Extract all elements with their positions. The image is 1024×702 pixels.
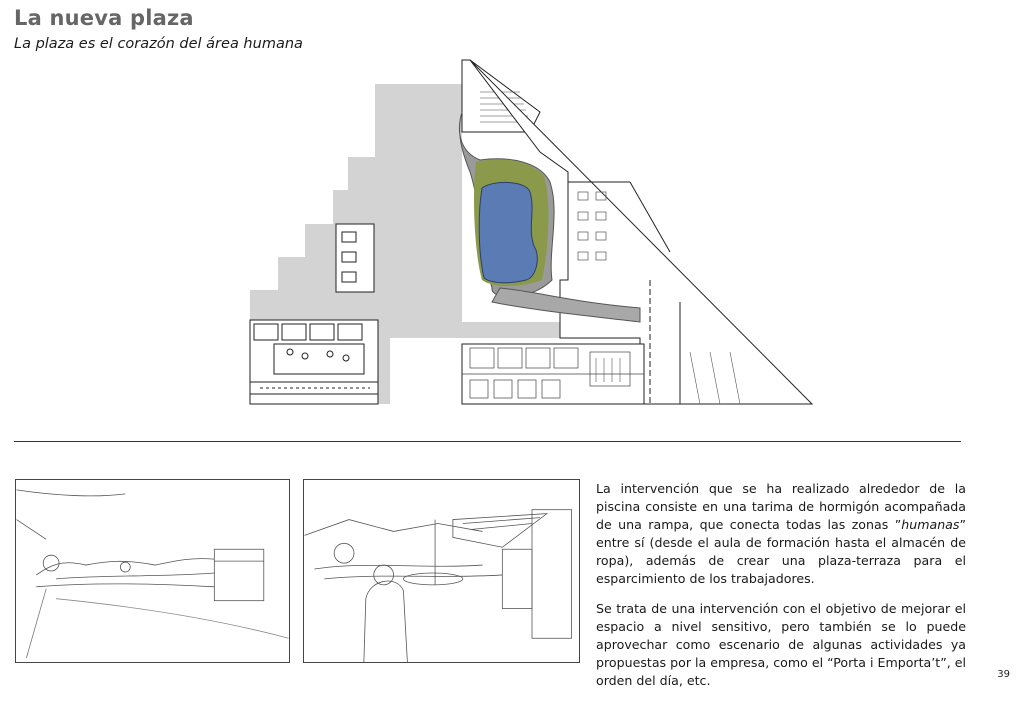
sketch-drawing-1 [16,480,289,662]
section-divider [14,441,961,442]
building-lower-left [250,320,378,404]
site-plan-drawing [230,52,830,412]
office-block-left [336,224,374,292]
pool [479,182,537,282]
paragraph-2: Se trata de una intervención con el objetivo de mejorar el espacio a nivel sensitivo, pero también se lo puede aprovechar como escenario de algunas actividades ya propuestas por la empresa, como el “Porta i Emporta’t”, el orden del día, etc. [596,601,966,688]
page-number: 39 [997,669,1010,680]
sketch-perspective-1 [15,479,290,663]
site-plan [230,52,830,412]
italic-word: humanas [901,517,960,532]
sketch-perspective-2 [303,479,580,663]
building-bottom-middle [462,344,644,404]
body-text [596,480,966,702]
paragraph-1: La intervención que se ha realizado alrededor de la piscina consiste en una tarima de hormigón acompañada de una rampa, que conecta todas las zonas ”humanas” entre sí (desde el aula de formación hasta el almacén de ropa), además de crear una plaza-terraza para el esparcimiento de los trabajadores. [596,481,966,586]
page-subtitle: La plaza es el corazón del área humana [14,36,303,52]
page-title: La nueva plaza [14,6,194,30]
sketch-drawing-2 [304,480,579,662]
